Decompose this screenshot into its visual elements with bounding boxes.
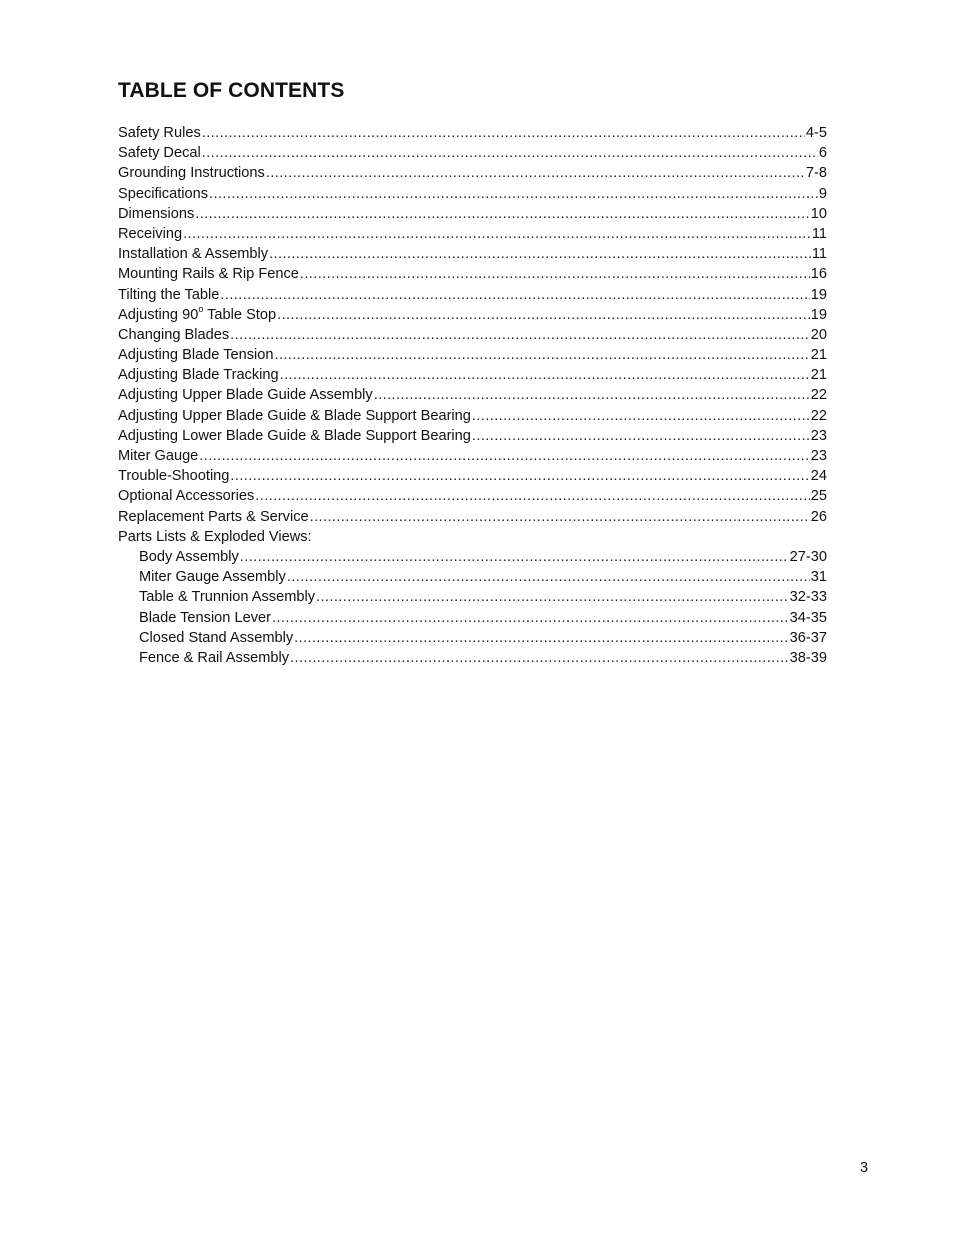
toc-entry-label: Optional Accessories [118,488,255,505]
toc-entry-label: Installation & Assembly [118,246,269,263]
toc-entry-page: 26 [810,508,827,525]
toc-entry-page: 11 [811,225,827,242]
toc-entry-blade-tension[interactable] [118,345,827,365]
toc-entry-grounding-instructions[interactable] [118,163,827,183]
toc-entry-page: 32-33 [789,589,827,606]
toc-label-prefix: Adjusting 90 [118,306,199,323]
toc-entry-label: Safety Decal [118,145,201,162]
toc-entry-label: Safety Rules [118,125,201,141]
page-title: TABLE OF CONTENTS [118,79,345,102]
toc-subentry-blade-tension-lever[interactable] [118,608,827,628]
toc-entry-page: 36-37 [789,629,827,646]
toc-entry-label: Blade Tension Lever [139,609,271,626]
toc-subentry-miter-gauge-assembly[interactable] [118,567,827,587]
dot-leader [290,648,789,668]
toc-entry-label: Dimensions [118,205,195,222]
dot-leader [374,385,810,405]
dot-leader [202,123,805,143]
toc-entry-page: 21 [810,367,827,384]
dot-leader [269,244,811,264]
toc-entry-lower-guide-bearing[interactable] [118,426,827,446]
toc-entry-tilting-table[interactable] [118,285,827,305]
toc-entry-page: 24 [810,468,827,485]
toc-entry-label: Changing Blades [118,326,230,343]
toc-entry-label: Body Assembly [139,548,239,565]
toc-entry-page: 16 [810,266,827,283]
toc-entry-page: 22 [810,407,827,424]
toc-entry-miter-gauge[interactable] [118,446,827,466]
toc-subentry-table-trunnion[interactable] [118,587,827,607]
toc-subentry-closed-stand[interactable] [118,628,827,648]
dot-leader [255,486,809,506]
toc-entry-page: 38-39 [789,649,827,666]
dot-leader [183,224,811,244]
toc-entry-label: Grounding Instructions [118,165,265,182]
toc-entry-label: Table & Trunnion Assembly [139,589,316,606]
toc-entry-page: 31 [810,569,827,586]
dot-leader [472,426,810,446]
toc-entry-label: Receiving [118,225,183,242]
toc-entry-dimensions[interactable] [118,204,827,224]
toc-entry-page: 22 [810,387,827,404]
dot-leader [266,163,805,183]
toc-entry-safety-decal[interactable] [118,143,827,163]
dot-leader [472,406,810,426]
dot-leader [209,184,818,204]
toc-entry-label: Mounting Rails & Rip Fence [118,266,299,283]
dot-leader [277,305,810,325]
toc-entry-table-stop[interactable] [118,305,827,325]
toc-entry-label: Miter Gauge Assembly [139,569,286,586]
toc-entry-mounting-rails[interactable] [118,264,827,284]
toc-entry-specifications[interactable] [118,184,827,204]
toc-entry-page: 19 [810,306,827,323]
dot-leader [275,345,810,365]
toc-entry-label: Fence & Rail Assembly [139,649,290,666]
dot-leader [199,446,809,466]
dot-leader [240,547,789,567]
table-of-contents [118,123,827,668]
toc-entry-upper-guide-bearing[interactable] [118,406,827,426]
toc-entry-label [118,305,276,325]
toc-entry-safety-rules[interactable] [118,123,827,143]
dot-leader [220,285,809,305]
toc-entry-optional-accessories[interactable] [118,486,827,506]
toc-entry-page: 34-35 [789,609,827,626]
toc-entry-upper-guide-assembly[interactable] [118,385,827,405]
dot-leader [230,325,810,345]
dot-leader [202,143,818,163]
toc-entry-label: Adjusting Blade Tracking [118,367,279,384]
dot-leader [272,608,789,628]
toc-entry-page: 19 [810,286,827,303]
toc-entry-page: 7-8 [805,165,827,182]
dot-leader [287,567,810,587]
toc-entry-page: 11 [811,246,827,263]
toc-entry-page: 23 [810,427,827,444]
dot-leader [310,507,810,527]
dot-leader [294,628,789,648]
toc-entry-label: Closed Stand Assembly [139,629,294,646]
toc-entry-receiving[interactable] [118,224,827,244]
toc-entry-trouble-shooting[interactable] [118,466,827,486]
toc-subentry-body-assembly[interactable] [118,547,827,567]
toc-entry-page: 6 [818,145,827,162]
toc-entry-label: Specifications [118,185,209,202]
toc-entry-blade-tracking[interactable] [118,365,827,385]
toc-entry-page: 20 [810,326,827,343]
toc-entry-label: Adjusting Blade Tension [118,347,274,364]
dot-leader [230,466,809,486]
toc-entry-installation-assembly[interactable] [118,244,827,264]
toc-entry-page: 4-5 [805,125,827,141]
toc-entry-label: Adjusting Upper Blade Guide Assembly [118,387,373,404]
toc-entry-label: Trouble-Shooting [118,468,230,485]
dot-leader [300,264,810,284]
toc-entry-page: 21 [810,347,827,364]
toc-entry-page: 23 [810,448,827,464]
dot-leader [195,204,810,224]
toc-parts-heading: Parts Lists & Exploded Views: [118,528,312,545]
toc-entry-label: Adjusting Upper Blade Guide & Blade Support Bearing [118,407,471,424]
toc-subentry-fence-rail[interactable] [118,648,827,668]
toc-entry-page: 10 [810,205,827,222]
toc-entry-replacement-parts[interactable] [118,507,827,527]
toc-entry-label: Tilting the Table [118,286,220,303]
toc-entry-page: 9 [818,185,827,202]
toc-label-suffix: Table Stop [203,306,277,323]
dot-leader [316,587,789,607]
toc-entry-label: Replacement Parts & Service [118,508,309,525]
toc-entry-changing-blades[interactable] [118,325,827,345]
page-number: 3 [860,1160,869,1176]
toc-entry-label: Adjusting Lower Blade Guide & Blade Support Bearing [118,427,471,444]
toc-entry-page: 27-30 [789,548,827,565]
dot-leader [280,365,810,385]
toc-entry-label: Miter Gauge [118,448,199,464]
toc-entry-page: 25 [810,488,827,505]
degree-superscript: o [198,304,204,314]
